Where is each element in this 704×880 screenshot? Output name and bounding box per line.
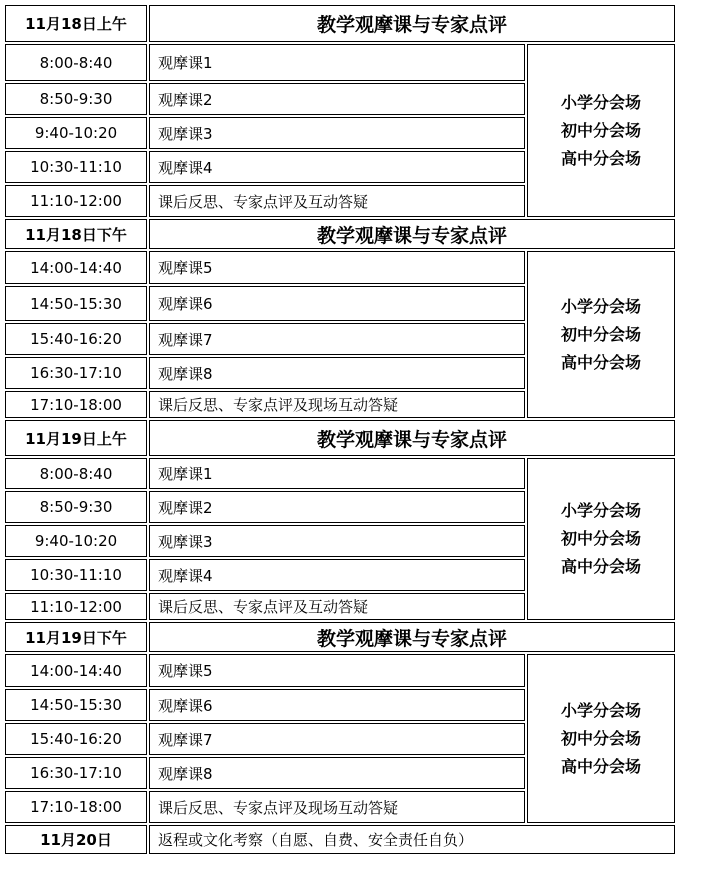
time-slot: 17:10-18:00 (5, 391, 147, 418)
session-section (5, 622, 675, 823)
activity: 观摩课4 (149, 559, 525, 591)
activity: 观摩课4 (149, 151, 525, 183)
session-date: 11月18日上午 (5, 5, 147, 42)
venue-list (527, 654, 675, 823)
table-row (5, 251, 675, 284)
time-slot: 11:10-12:00 (5, 593, 147, 620)
venue-middle: 初中分会场 (560, 728, 641, 748)
time-slot: 9:40-10:20 (5, 525, 147, 557)
activity: 观摩课3 (149, 525, 525, 557)
session-title: 教学观摩课与专家点评 (149, 219, 675, 249)
activity: 课后反思、专家点评及现场互动答疑 (149, 391, 525, 418)
session-title: 教学观摩课与专家点评 (149, 420, 675, 456)
final-activity: 返程或文化考察（自愿、自费、安全责任自负） (149, 825, 675, 854)
time-slot: 16:30-17:10 (5, 757, 147, 789)
activity: 观摩课5 (149, 654, 525, 687)
activity: 观摩课7 (149, 323, 525, 355)
venue-list (527, 44, 675, 217)
time-slot: 17:10-18:00 (5, 791, 147, 823)
activity: 课后反思、专家点评及互动答疑 (149, 185, 525, 217)
session-date: 11月19日上午 (5, 420, 147, 456)
table-row (5, 458, 675, 489)
time-slot: 15:40-16:20 (5, 723, 147, 755)
session-header-row (5, 420, 675, 456)
time-slot: 10:30-11:10 (5, 559, 147, 591)
session-title: 教学观摩课与专家点评 (149, 622, 675, 652)
table-row (5, 654, 675, 687)
venue-primary: 小学分会场 (560, 700, 641, 720)
activity: 观摩课1 (149, 458, 525, 489)
activity: 观摩课8 (149, 357, 525, 389)
time-slot: 9:40-10:20 (5, 117, 147, 149)
venue-middle: 初中分会场 (560, 529, 641, 548)
venue-middle: 初中分会场 (560, 324, 641, 344)
time-slot: 15:40-16:20 (5, 323, 147, 355)
activity: 观摩课2 (149, 83, 525, 115)
venue-high: 高中分会场 (560, 557, 641, 576)
session-date: 11月19日下午 (5, 622, 147, 652)
venue-high: 高中分会场 (560, 148, 641, 168)
time-slot: 14:00-14:40 (5, 251, 147, 284)
activity: 课后反思、专家点评及现场互动答疑 (149, 791, 525, 823)
activity: 观摩课6 (149, 286, 525, 321)
time-slot: 8:50-9:30 (5, 491, 147, 523)
time-slot: 11:10-12:00 (5, 185, 147, 217)
session-header-row (5, 5, 675, 42)
activity: 观摩课3 (149, 117, 525, 149)
schedule-table (3, 3, 677, 856)
time-slot: 8:00-8:40 (5, 44, 147, 81)
activity: 观摩课2 (149, 491, 525, 523)
final-row (5, 825, 675, 854)
activity: 观摩课1 (149, 44, 525, 81)
venue-list (527, 458, 675, 620)
time-slot: 14:00-14:40 (5, 654, 147, 687)
time-slot: 8:50-9:30 (5, 83, 147, 115)
venue-primary: 小学分会场 (560, 501, 641, 520)
session-section (5, 420, 675, 620)
session-header-row (5, 219, 675, 249)
time-slot: 16:30-17:10 (5, 357, 147, 389)
time-slot: 10:30-11:10 (5, 151, 147, 183)
venue-primary: 小学分会场 (560, 92, 641, 112)
venue-list (527, 251, 675, 418)
venue-middle: 初中分会场 (560, 120, 641, 140)
session-section (5, 219, 675, 418)
session-section (5, 5, 675, 217)
final-date: 11月20日 (5, 825, 147, 854)
session-header-row (5, 622, 675, 652)
time-slot: 14:50-15:30 (5, 286, 147, 321)
activity: 观摩课6 (149, 689, 525, 721)
activity: 观摩课5 (149, 251, 525, 284)
activity: 观摩课7 (149, 723, 525, 755)
time-slot: 8:00-8:40 (5, 458, 147, 489)
table-row (5, 44, 675, 81)
activity: 观摩课8 (149, 757, 525, 789)
venue-high: 高中分会场 (560, 352, 641, 372)
activity: 课后反思、专家点评及互动答疑 (149, 593, 525, 620)
time-slot: 14:50-15:30 (5, 689, 147, 721)
final-section (5, 825, 675, 854)
session-date: 11月18日下午 (5, 219, 147, 249)
venue-high: 高中分会场 (560, 756, 641, 776)
venue-primary: 小学分会场 (560, 296, 641, 316)
session-title: 教学观摩课与专家点评 (149, 5, 675, 42)
